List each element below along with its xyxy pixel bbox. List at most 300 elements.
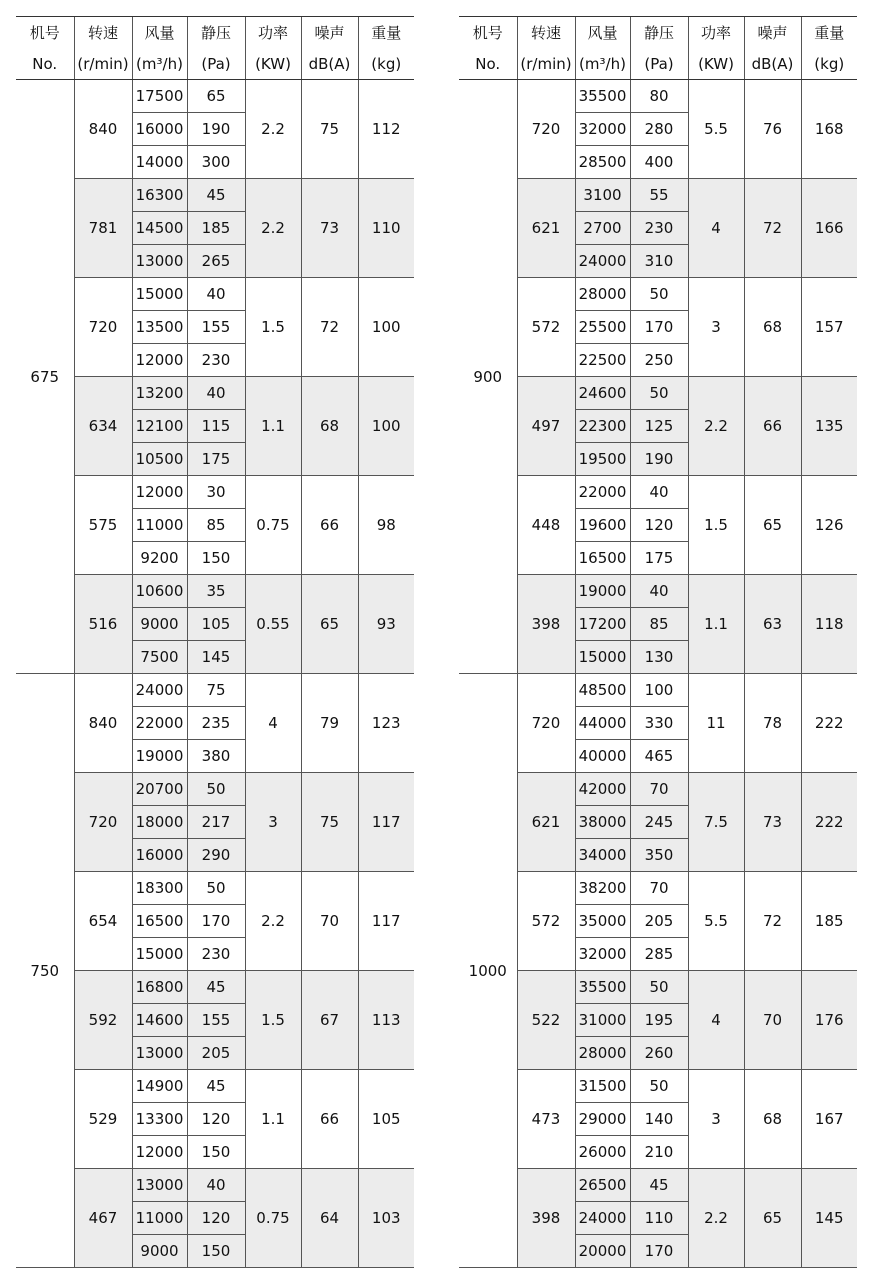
airflow-cell: 16000: [132, 113, 187, 146]
pressure-cell: 170: [187, 905, 245, 938]
noise-cell: 73: [744, 773, 801, 872]
pressure-cell: 250: [630, 344, 688, 377]
pressure-cell: 185: [187, 212, 245, 245]
pressure-cell: 45: [187, 1070, 245, 1103]
airflow-cell: 24000: [575, 1202, 630, 1235]
pressure-cell: 80: [630, 80, 688, 113]
rpm-cell: 720: [517, 80, 575, 179]
weight-cell: 123: [358, 674, 414, 773]
pressure-cell: 285: [630, 938, 688, 971]
airflow-cell: 32000: [575, 938, 630, 971]
table-row: [459, 377, 857, 410]
power-cell: 1.5: [688, 476, 744, 575]
header-kw: 功率: [688, 17, 744, 49]
pressure-cell: 50: [630, 278, 688, 311]
noise-cell: 78: [744, 674, 801, 773]
pressure-cell: 245: [630, 806, 688, 839]
pressure-cell: 65: [187, 80, 245, 113]
header-kg: 重量: [358, 17, 414, 49]
rpm-cell: 634: [74, 377, 132, 476]
power-cell: 2.2: [688, 377, 744, 476]
weight-cell: 112: [358, 80, 414, 179]
pressure-cell: 205: [630, 905, 688, 938]
weight-cell: 110: [358, 179, 414, 278]
rpm-cell: 572: [517, 278, 575, 377]
weight-cell: 100: [358, 377, 414, 476]
weight-cell: 105: [358, 1070, 414, 1169]
airflow-cell: 2700: [575, 212, 630, 245]
header-rpm: (r/min): [517, 48, 575, 80]
airflow-cell: 22000: [132, 707, 187, 740]
rpm-cell: 781: [74, 179, 132, 278]
noise-cell: 67: [301, 971, 358, 1070]
weight-cell: 113: [358, 971, 414, 1070]
rpm-cell: 448: [517, 476, 575, 575]
rpm-cell: 467: [74, 1169, 132, 1268]
weight-cell: 167: [801, 1070, 857, 1169]
pressure-cell: 120: [630, 509, 688, 542]
header-db: 噪声: [301, 17, 358, 49]
airflow-cell: 40000: [575, 740, 630, 773]
power-cell: 2.2: [688, 1169, 744, 1268]
header-rpm: 转速: [74, 17, 132, 49]
airflow-cell: 35000: [575, 905, 630, 938]
airflow-cell: 28500: [575, 146, 630, 179]
power-cell: 1.1: [245, 1070, 301, 1169]
airflow-cell: 12000: [132, 344, 187, 377]
pressure-cell: 50: [630, 971, 688, 1004]
airflow-cell: 18000: [132, 806, 187, 839]
power-cell: 1.1: [688, 575, 744, 674]
rpm-cell: 654: [74, 872, 132, 971]
pressure-cell: 210: [630, 1136, 688, 1169]
airflow-cell: 15000: [132, 278, 187, 311]
pressure-cell: 175: [187, 443, 245, 476]
pressure-cell: 50: [630, 377, 688, 410]
airflow-cell: 10500: [132, 443, 187, 476]
noise-cell: 72: [301, 278, 358, 377]
table-row: [16, 179, 414, 212]
airflow-cell: 22300: [575, 410, 630, 443]
pressure-cell: 190: [187, 113, 245, 146]
header-row: [459, 48, 857, 80]
airflow-cell: 16300: [132, 179, 187, 212]
noise-cell: 72: [744, 179, 801, 278]
rpm-cell: 572: [517, 872, 575, 971]
pressure-cell: 75: [187, 674, 245, 707]
noise-cell: 79: [301, 674, 358, 773]
table-row: [459, 575, 857, 608]
noise-cell: 65: [744, 476, 801, 575]
rpm-cell: 621: [517, 179, 575, 278]
header-kg: (kg): [358, 48, 414, 80]
pressure-cell: 280: [630, 113, 688, 146]
pressure-cell: 350: [630, 839, 688, 872]
pressure-cell: 125: [630, 410, 688, 443]
pressure-cell: 40: [187, 278, 245, 311]
pressure-cell: 70: [630, 872, 688, 905]
weight-cell: 117: [358, 872, 414, 971]
pressure-cell: 50: [630, 1070, 688, 1103]
airflow-cell: 22500: [575, 344, 630, 377]
rpm-cell: 840: [74, 80, 132, 179]
noise-cell: 68: [301, 377, 358, 476]
header-row: [459, 17, 857, 49]
header-machine: No.: [459, 48, 517, 80]
airflow-cell: 20000: [575, 1235, 630, 1268]
table-row: [459, 278, 857, 311]
airflow-cell: 9000: [132, 1235, 187, 1268]
pressure-cell: 195: [630, 1004, 688, 1037]
pressure-cell: 110: [630, 1202, 688, 1235]
header-rpm: 转速: [517, 17, 575, 49]
table-row: [16, 377, 414, 410]
table-row: [459, 872, 857, 905]
weight-cell: 103: [358, 1169, 414, 1268]
table-row: [459, 179, 857, 212]
machine-number: 1000: [459, 674, 517, 1268]
rpm-cell: 840: [74, 674, 132, 773]
header-pa: (Pa): [630, 48, 688, 80]
pressure-cell: 30: [187, 476, 245, 509]
rpm-cell: 398: [517, 575, 575, 674]
rpm-cell: 529: [74, 1070, 132, 1169]
pressure-cell: 155: [187, 1004, 245, 1037]
pressure-cell: 50: [187, 773, 245, 806]
rpm-cell: 621: [517, 773, 575, 872]
header-pa: 静压: [187, 17, 245, 49]
airflow-cell: 28000: [575, 278, 630, 311]
weight-cell: 185: [801, 872, 857, 971]
airflow-cell: 32000: [575, 113, 630, 146]
noise-cell: 65: [744, 1169, 801, 1268]
table-row: [16, 872, 414, 905]
power-cell: 4: [688, 179, 744, 278]
pressure-cell: 55: [630, 179, 688, 212]
weight-cell: 126: [801, 476, 857, 575]
fan-spec-table-right: [459, 16, 857, 1268]
airflow-cell: 12100: [132, 410, 187, 443]
table-row: [16, 278, 414, 311]
rpm-cell: 516: [74, 575, 132, 674]
airflow-cell: 24000: [132, 674, 187, 707]
noise-cell: 64: [301, 1169, 358, 1268]
table-row: [459, 80, 857, 113]
noise-cell: 66: [301, 1070, 358, 1169]
airflow-cell: 26500: [575, 1169, 630, 1202]
rpm-cell: 720: [517, 674, 575, 773]
machine-number: 900: [459, 80, 517, 674]
pressure-cell: 150: [187, 542, 245, 575]
pressure-cell: 120: [187, 1202, 245, 1235]
noise-cell: 75: [301, 80, 358, 179]
airflow-cell: 31500: [575, 1070, 630, 1103]
noise-cell: 66: [744, 377, 801, 476]
pressure-cell: 380: [187, 740, 245, 773]
power-cell: 4: [245, 674, 301, 773]
weight-cell: 135: [801, 377, 857, 476]
airflow-cell: 38000: [575, 806, 630, 839]
pressure-cell: 170: [630, 1235, 688, 1268]
airflow-cell: 14000: [132, 146, 187, 179]
pressure-cell: 40: [187, 1169, 245, 1202]
airflow-cell: 14900: [132, 1070, 187, 1103]
pressure-cell: 100: [630, 674, 688, 707]
pressure-cell: 330: [630, 707, 688, 740]
pressure-cell: 217: [187, 806, 245, 839]
weight-cell: 100: [358, 278, 414, 377]
airflow-cell: 17500: [132, 80, 187, 113]
airflow-cell: 15000: [132, 938, 187, 971]
pressure-cell: 400: [630, 146, 688, 179]
pressure-cell: 45: [187, 971, 245, 1004]
weight-cell: 98: [358, 476, 414, 575]
header-row: [16, 17, 414, 49]
pressure-cell: 130: [630, 641, 688, 674]
weight-cell: 176: [801, 971, 857, 1070]
power-cell: 1.5: [245, 278, 301, 377]
rpm-cell: 720: [74, 773, 132, 872]
airflow-cell: 44000: [575, 707, 630, 740]
airflow-cell: 16500: [132, 905, 187, 938]
rpm-cell: 592: [74, 971, 132, 1070]
table-row: [16, 575, 414, 608]
pressure-cell: 45: [187, 179, 245, 212]
airflow-cell: 15000: [575, 641, 630, 674]
header-db: dB(A): [301, 48, 358, 80]
header-flow: (m³/h): [132, 48, 187, 80]
rpm-cell: 473: [517, 1070, 575, 1169]
airflow-cell: 38200: [575, 872, 630, 905]
header-kw: 功率: [245, 17, 301, 49]
airflow-cell: 17200: [575, 608, 630, 641]
noise-cell: 63: [744, 575, 801, 674]
pressure-cell: 170: [630, 311, 688, 344]
noise-cell: 66: [301, 476, 358, 575]
airflow-cell: 31000: [575, 1004, 630, 1037]
power-cell: 3: [688, 278, 744, 377]
header-db: dB(A): [744, 48, 801, 80]
rpm-cell: 497: [517, 377, 575, 476]
table-row: [459, 1070, 857, 1103]
pressure-cell: 150: [187, 1136, 245, 1169]
header-machine: 机号: [16, 17, 74, 49]
pressure-cell: 40: [187, 377, 245, 410]
pressure-cell: 40: [630, 575, 688, 608]
header-flow: 风量: [575, 17, 630, 49]
noise-cell: 68: [744, 1070, 801, 1169]
power-cell: 2.2: [245, 872, 301, 971]
pressure-cell: 290: [187, 839, 245, 872]
weight-cell: 222: [801, 674, 857, 773]
airflow-cell: 16500: [575, 542, 630, 575]
pressure-cell: 40: [630, 476, 688, 509]
pressure-cell: 35: [187, 575, 245, 608]
airflow-cell: 16800: [132, 971, 187, 1004]
machine-number: 675: [16, 80, 74, 674]
table-row: [459, 1169, 857, 1202]
fan-spec-table-left: [16, 16, 414, 1268]
rpm-cell: 720: [74, 278, 132, 377]
power-cell: 4: [688, 971, 744, 1070]
weight-cell: 145: [801, 1169, 857, 1268]
pressure-cell: 235: [187, 707, 245, 740]
table-row: [459, 674, 857, 707]
header-machine: No.: [16, 48, 74, 80]
noise-cell: 68: [744, 278, 801, 377]
airflow-cell: 24600: [575, 377, 630, 410]
airflow-cell: 22000: [575, 476, 630, 509]
airflow-cell: 12000: [132, 476, 187, 509]
table-row: [459, 476, 857, 509]
weight-cell: 168: [801, 80, 857, 179]
pressure-cell: 265: [187, 245, 245, 278]
airflow-cell: 19000: [575, 575, 630, 608]
airflow-cell: 25500: [575, 311, 630, 344]
noise-cell: 70: [301, 872, 358, 971]
table-row: [16, 971, 414, 1004]
power-cell: 3: [245, 773, 301, 872]
airflow-cell: 11000: [132, 1202, 187, 1235]
header-pa: (Pa): [187, 48, 245, 80]
pressure-cell: 155: [187, 311, 245, 344]
airflow-cell: 14600: [132, 1004, 187, 1037]
airflow-cell: 35500: [575, 971, 630, 1004]
power-cell: 5.5: [688, 80, 744, 179]
airflow-cell: 3100: [575, 179, 630, 212]
pressure-cell: 120: [187, 1103, 245, 1136]
header-machine: 机号: [459, 17, 517, 49]
noise-cell: 73: [301, 179, 358, 278]
airflow-cell: 20700: [132, 773, 187, 806]
pressure-cell: 105: [187, 608, 245, 641]
table-row: [16, 80, 414, 113]
weight-cell: 157: [801, 278, 857, 377]
table-row: [16, 1070, 414, 1103]
pressure-cell: 205: [187, 1037, 245, 1070]
header-flow: 风量: [132, 17, 187, 49]
weight-cell: 117: [358, 773, 414, 872]
power-cell: 1.5: [245, 971, 301, 1070]
airflow-cell: 42000: [575, 773, 630, 806]
airflow-cell: 7500: [132, 641, 187, 674]
header-kw: (KW): [245, 48, 301, 80]
airflow-cell: 13000: [132, 1037, 187, 1070]
airflow-cell: 34000: [575, 839, 630, 872]
header-rpm: (r/min): [74, 48, 132, 80]
table-row: [459, 971, 857, 1004]
pressure-cell: 230: [630, 212, 688, 245]
pressure-cell: 85: [630, 608, 688, 641]
weight-cell: 118: [801, 575, 857, 674]
pressure-cell: 50: [187, 872, 245, 905]
airflow-cell: 9000: [132, 608, 187, 641]
rpm-cell: 575: [74, 476, 132, 575]
pressure-cell: 260: [630, 1037, 688, 1070]
machine-number: 750: [16, 674, 74, 1268]
airflow-cell: 35500: [575, 80, 630, 113]
power-cell: 1.1: [245, 377, 301, 476]
header-kg: (kg): [801, 48, 857, 80]
table-row: [16, 674, 414, 707]
airflow-cell: 16000: [132, 839, 187, 872]
airflow-cell: 24000: [575, 245, 630, 278]
power-cell: 11: [688, 674, 744, 773]
rpm-cell: 522: [517, 971, 575, 1070]
pressure-cell: 230: [187, 344, 245, 377]
airflow-cell: 19000: [132, 740, 187, 773]
power-cell: 2.2: [245, 80, 301, 179]
airflow-cell: 13000: [132, 245, 187, 278]
pressure-cell: 465: [630, 740, 688, 773]
pressure-cell: 230: [187, 938, 245, 971]
airflow-cell: 9200: [132, 542, 187, 575]
noise-cell: 75: [301, 773, 358, 872]
pressure-cell: 140: [630, 1103, 688, 1136]
pressure-cell: 45: [630, 1169, 688, 1202]
table-row: [16, 1169, 414, 1202]
noise-cell: 65: [301, 575, 358, 674]
weight-cell: 93: [358, 575, 414, 674]
power-cell: 0.75: [245, 476, 301, 575]
noise-cell: 70: [744, 971, 801, 1070]
header-kg: 重量: [801, 17, 857, 49]
pressure-cell: 145: [187, 641, 245, 674]
header-pa: 静压: [630, 17, 688, 49]
airflow-cell: 13000: [132, 1169, 187, 1202]
pressure-cell: 115: [187, 410, 245, 443]
airflow-cell: 29000: [575, 1103, 630, 1136]
header-kw: (KW): [688, 48, 744, 80]
weight-cell: 222: [801, 773, 857, 872]
airflow-cell: 28000: [575, 1037, 630, 1070]
table-row: [459, 773, 857, 806]
power-cell: 0.75: [245, 1169, 301, 1268]
airflow-cell: 11000: [132, 509, 187, 542]
pressure-cell: 300: [187, 146, 245, 179]
airflow-cell: 18300: [132, 872, 187, 905]
weight-cell: 166: [801, 179, 857, 278]
rpm-cell: 398: [517, 1169, 575, 1268]
airflow-cell: 13300: [132, 1103, 187, 1136]
header-row: [16, 48, 414, 80]
pressure-cell: 70: [630, 773, 688, 806]
pressure-cell: 310: [630, 245, 688, 278]
airflow-cell: 10600: [132, 575, 187, 608]
table-row: [16, 476, 414, 509]
power-cell: 5.5: [688, 872, 744, 971]
airflow-cell: 19600: [575, 509, 630, 542]
airflow-cell: 14500: [132, 212, 187, 245]
table-row: [16, 773, 414, 806]
header-db: 噪声: [744, 17, 801, 49]
header-flow: (m³/h): [575, 48, 630, 80]
airflow-cell: 12000: [132, 1136, 187, 1169]
power-cell: 7.5: [688, 773, 744, 872]
power-cell: 0.55: [245, 575, 301, 674]
pressure-cell: 150: [187, 1235, 245, 1268]
airflow-cell: 48500: [575, 674, 630, 707]
pressure-cell: 85: [187, 509, 245, 542]
airflow-cell: 19500: [575, 443, 630, 476]
pressure-cell: 175: [630, 542, 688, 575]
noise-cell: 76: [744, 80, 801, 179]
power-cell: 2.2: [245, 179, 301, 278]
airflow-cell: 13200: [132, 377, 187, 410]
noise-cell: 72: [744, 872, 801, 971]
power-cell: 3: [688, 1070, 744, 1169]
airflow-cell: 13500: [132, 311, 187, 344]
